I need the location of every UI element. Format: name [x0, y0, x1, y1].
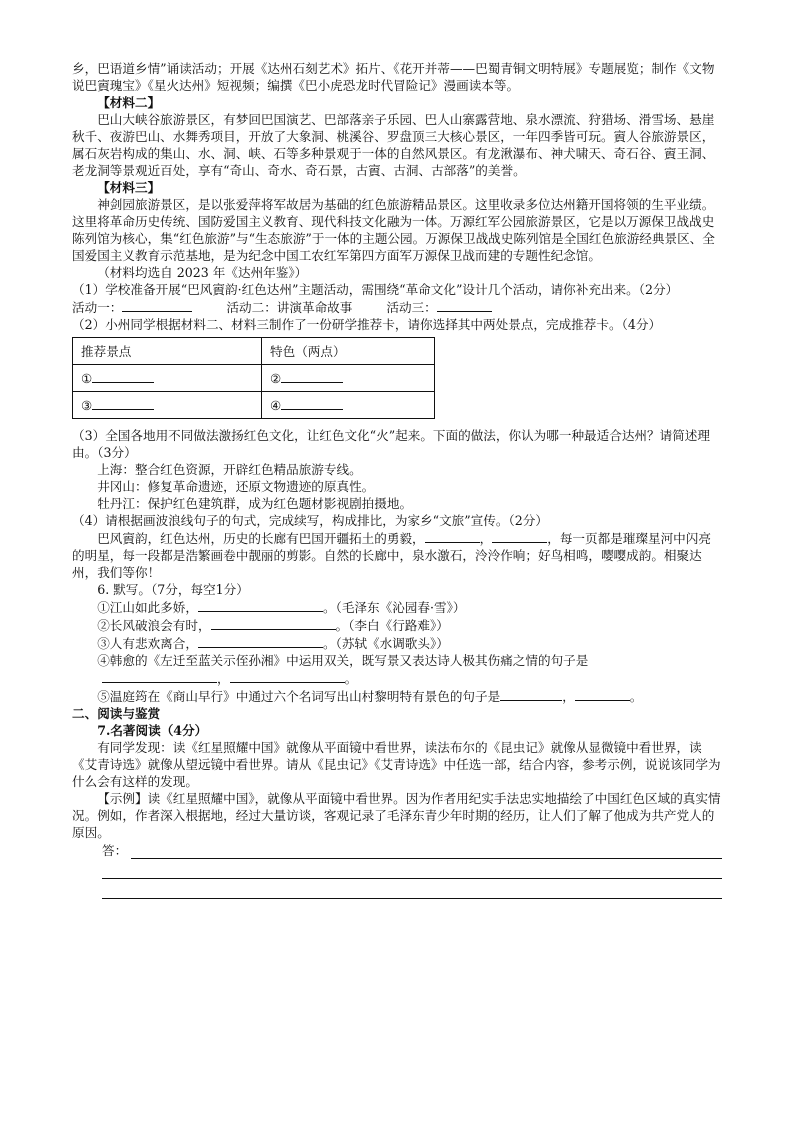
q3-option-shanghai: 上海：整合红色资源，开辟红色精品旅游专线。 [97, 462, 362, 477]
q1-act2-label: 活动二：讲演革命故事 [226, 300, 353, 315]
mark-1: ① [81, 371, 93, 386]
mark-4: ④ [270, 398, 282, 413]
q6-item-3-blank[interactable] [198, 634, 323, 648]
q6-item-3 [72, 634, 722, 652]
q6-item-2 [72, 616, 722, 634]
exam-page [72, 60, 722, 899]
q7-answer-row [72, 841, 722, 859]
q7-answer-label: 答： [102, 843, 128, 858]
q6-item-2-post: 。（李白《行路难》） [335, 618, 449, 633]
q1-act3-blank[interactable] [437, 298, 492, 312]
q1-act3-label: 活动三： [386, 300, 437, 315]
cell-blank[interactable] [281, 396, 343, 410]
table-header-feature: 特色（两点） [262, 338, 435, 365]
q6-item-2-pre: ②长风破浪会有时， [97, 618, 211, 633]
q4-body [72, 529, 722, 581]
q6-item-1-post: 。（毛泽东《沁园春·雪》） [322, 600, 466, 615]
table-header-row [73, 338, 435, 365]
material3-body: 神剑园旅游景区，是以张爱萍将军故居为基础的红色旅游精品景区。这里收录多位达州籍开国将领的生平业绩。这里将革命历史传统、国防爱国主义教育、现代科技文化融为一体。万源红军公园旅游景区，它是以万源保卫战战史陈列馆为核心，集“红色旅游”与“生态旅游”于一体的主题公园。万源保卫战战史陈列馆是全国红色旅游经典景区、全国爱国主义教育示范基地，是为纪念中国工农红军第四方面军万源保卫战而建的专题性纪念馆。 [72, 197, 715, 263]
cell-blank[interactable] [92, 369, 154, 383]
q2-text: （2）小州同学根据材料二、材料三制作了一份研学推荐卡，请你选择其中两处景点，完成推荐卡。（4分） [72, 317, 662, 332]
answer-line[interactable] [102, 881, 722, 899]
q6-item-4-mid: ， [217, 671, 230, 686]
mark-3: ③ [81, 398, 93, 413]
table-cell[interactable] [262, 365, 435, 392]
answer-line[interactable] [102, 861, 722, 879]
table-row [73, 365, 435, 392]
q6-item-1-pre: ①江山如此多娇， [97, 600, 198, 615]
cell-blank[interactable] [281, 369, 343, 383]
q3-text: （3）全国各地用不同做法激扬红色文化，让红色文化“火”起来。下面的做法，你认为哪一种最适合达州？请简述理由。（3分） [72, 428, 710, 460]
q4-sep: ， [479, 531, 493, 546]
q1-activities [72, 298, 722, 316]
q6-item-1 [72, 598, 722, 616]
q7-example-text: 读《红星照耀中国》，就像从平面镜中看世界。因为作者用纪实手法忠实地描绘了中国红色区域的真实情况。例如，作者深入根据地，经过大量访谈，客观记录了毛泽东青少年时期的经历，让人们了解了他成为共产党人的原因。 [72, 791, 721, 840]
q6-item-5 [72, 687, 722, 705]
intro-paragraph: 乡，巴语道乡情”诵读活动；开展《达州石刻艺术》拓片、《花开并蒂——巴蜀青铜文明特展》专题展览；制作《文物说巴賨瑰宝》《星火达州》短视频；编撰《巴小虎恐龙时代冒险记》漫画读本等。 [72, 61, 715, 93]
q6-item-3-pre: ③人有悲欢离合， [97, 636, 198, 651]
q4-text: （4）请根据画波浪线句子的句式，完成续写，构成排比，为家乡“文旅”宣传。（2分） [72, 513, 548, 528]
q6-item-4-end: 。 [344, 671, 358, 686]
q6-title: 6. 默写。（7分，每空1分） [97, 582, 249, 597]
q4-blank-2[interactable] [492, 529, 547, 543]
table-header-spot: 推荐景点 [73, 338, 262, 365]
q4-body-a: 巴风賨韵，红色达州，历史的长廊有巴国开疆拓土的勇毅， [97, 531, 425, 546]
q6-item-5-end: 。 [629, 689, 643, 704]
q1-act1-blank[interactable] [122, 298, 192, 312]
material2-body: 巴山大峡谷旅游景区，有梦回巴国演艺、巴部落亲子乐园、巴人山寨露营地、泉水漂流、狩猎场、滑雪场、悬崖秋千、夜游巴山、水舞秀项目，开放了大象洞、桃溪谷、罗盘顶三大核心景区，一年四季皆可玩。賨人谷旅游景区，属石灰岩构成的集山、水、洞、峡、石等多种景观于一体的自然风景区。有龙湫瀑布、神犬啸天、奇石谷、賨王洞、老龙洞等景观近百处，享有“奇山、奇水、奇石景，古賨、古洞、古部落”的美誉。 [72, 112, 715, 178]
mark-2: ② [270, 371, 282, 386]
q7-example [72, 790, 722, 841]
section2-heading: 二、阅读与鉴赏 [72, 706, 161, 721]
q3-option-jinggangshan: 井冈山：修复革命遗迹，还原文物遗迹的原真性。 [97, 479, 375, 494]
recommendation-card-table [72, 337, 435, 419]
material2-heading: 【材料二】 [97, 95, 161, 110]
q3-option-mudanjiang: 牡丹江：保护红色建筑群，成为红色题材影视剧拍摄地。 [97, 496, 413, 511]
q6-item-4-answer [102, 669, 722, 687]
q1-text: （1）学校准备开展“巴风賨韵·红色达州”主题活动，需围绕“革命文化”设计几个活动，请你补充出来。（2分） [72, 282, 679, 297]
table-cell[interactable] [73, 365, 262, 392]
q7-example-label: 【示例】 [97, 791, 148, 806]
source-note: （材料均选自 2023 年《达州年鉴》） [97, 265, 308, 280]
q7-body: 有同学发现：读《红星照耀中国》就像从平面镜中看世界，读法布尔的《昆虫记》就像从显微镜中看世界，读《艾青诗选》就像从望远镜中看世界。请从《昆虫记》《艾青诗选》中任选一部，结合内容，参考示例，说说该同学为什么会有这样的发现。 [72, 740, 721, 789]
q6-item-1-blank[interactable] [198, 598, 323, 612]
material3-heading: 【材料三】 [97, 180, 161, 195]
table-row [73, 392, 435, 419]
q6-item-3-post: 。（苏轼《水调歌头》） [322, 636, 449, 651]
q4-blank-1[interactable] [425, 529, 480, 543]
q6-item-4: ④韩愈的《左迁至蓝关示侄孙湘》中运用双关，既写景又表达诗人极其伤痛之情的句子是 [97, 653, 589, 668]
q6-item-5-mid: ， [562, 689, 575, 704]
q6-item-5-blank-2[interactable] [575, 687, 630, 701]
cell-blank[interactable] [92, 396, 154, 410]
q4-body-b: ，每一页都是璀璨星河中闪亮的明星，每一段都是浩繁画卷中靓丽的剪影。自然的长廊中，泉水激石，泠泠作响；好鸟相鸣，嘤嘤成韵。相聚达州，我们等你！ [72, 531, 711, 580]
q6-item-2-blank[interactable] [211, 616, 336, 630]
q1-act1-label: 活动一： [72, 300, 123, 315]
q6-item-4-blank-1[interactable] [102, 669, 217, 683]
q6-item-5-blank-1[interactable] [500, 687, 562, 701]
q7-title: 7.名著阅读（4分） [97, 723, 208, 738]
q6-item-4-blank-2[interactable] [230, 669, 345, 683]
answer-line[interactable] [131, 841, 722, 859]
table-cell[interactable] [73, 392, 262, 419]
table-cell[interactable] [262, 392, 435, 419]
q6-item-5-text: ⑤温庭筠在《商山早行》中通过六个名词写出山村黎明特有景色的句子是 [97, 689, 501, 704]
